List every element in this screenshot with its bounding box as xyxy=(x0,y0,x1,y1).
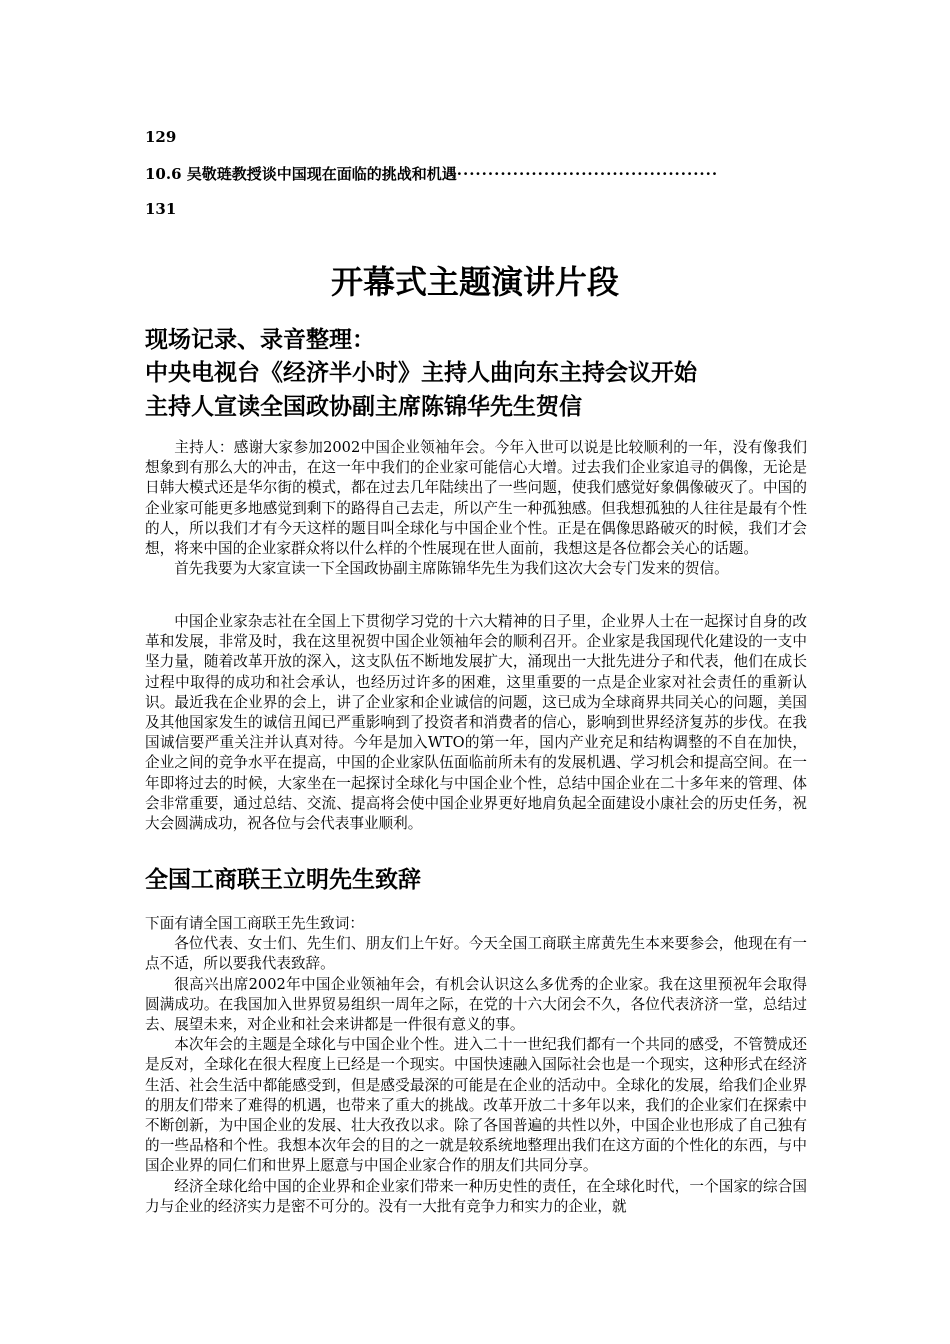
paragraph: 主持人：感谢大家参加2002中国企业领袖年会。今年入世可以说是比较顺利的一年，没有像我们想象到有那么大的冲击，在这一年中我们的企业家可能信心大增。过去我们企业家追寻的偶像，无论是日韩大模式还是华尔街的模式，都在过去几年陆续出了一些问题，使我们感觉好象偶像破灭了。中国的企业家可能更多地感觉到剩下的路得自己去走，所以产生一种孤独感。但我想孤独的人往往是最有个性的人，所以我们才有今天这样的题目叫全球化与中国企业个性。正是在偶像思路破灭的时候，我们才会想，将来中国的企业家群众将以什么样的个性展现在世人面前，我想这是各位都会关心的话题。 xyxy=(145,439,807,558)
paragraph: 很高兴出席2002年中国企业领袖年会，有机会认识这么多优秀的企业家。我在这里预祝年会取得圆满成功。在我国加入世界贸易组织一周年之际，在党的十六大闭会不久，各位代表济济一堂，总结过去、展望未来，对企业和社会来讲都是一件很有意义的事。 xyxy=(145,975,807,1034)
section-title: 开幕式主题演讲片段 xyxy=(330,263,619,301)
paragraph: 中国企业家杂志社在全国上下贯彻学习党的十六大精神的日子里，企业界人士在一起探讨自身的改革和发展，非常及时，我在这里祝贺中国企业领袖年会的顺利召开。企业家是我国现代化建设的一支中坚力量，随着改革开放的深入，这支队伍不断地发展扩大，涌现出一大批先进分子和代表，他们在成长过程中取得的成功和社会承认，也经历过许多的困难，这里重要的一点是企业家对社会责任的重新认识。最近我在企业界的会上，讲了企业家和企业诚信的问题，这已成为全球商界共同关心的问题，美国及其他国家发生的诚信丑闻已严重影响到了投资者和消费者的信心，影响到世界经济复苏的步伐。在我国诚信要严重关注并认真对待。今年是加入WTO的第一年，国内产业充足和结构调整的不自在加快，企业之间的竞争水平在提高，中国的企业家队伍面临前所未有的发展机遇、学习机会和提高空间。在一年即将过去的时候，大家坐在一起探讨全球化与中国企业个性，总结中国企业在二十多年来的管理、体会非常重要，通过总结、交流、提高将会使中国企业界更好地肩负起全面建设小康社会的历史任务，祝大会圆满成功，祝各位与会代表事业顺利。 xyxy=(145,613,807,833)
host-speech xyxy=(145,438,807,579)
wang-speech xyxy=(145,914,807,1217)
toc-entry[interactable] xyxy=(145,164,805,184)
paragraph: 首先我要为大家宣读一下全国政协副主席陈锦华先生为我们这次大会专门发来的贺信。 xyxy=(174,560,729,578)
toc-page-number: 129 xyxy=(145,128,177,146)
toc-entry-text: 10.6 吴敬琏教授谈中国现在面临的挑战和机遇 xyxy=(145,165,457,183)
heading-host: 中央电视台《经济半小时》主持人曲向东主持会议开始 xyxy=(145,360,697,386)
paragraph: 下面有请全国工商联王先生致词： xyxy=(145,915,364,932)
heading-letter: 主持人宣读全国政协副主席陈锦华先生贺信 xyxy=(145,394,582,420)
congratulation-letter xyxy=(145,612,807,834)
paragraph: 各位代表、女士们、先生们、朋友们上午好。今天全国工商联主席黄先生本来要参会，他现在有一点不适，所以要我代表致辞。 xyxy=(145,935,807,973)
heading-wang: 全国工商联王立明先生致辞 xyxy=(145,867,421,893)
paragraph: 经济全球化给中国的企业界和企业家们带来一种历史性的责任，在全球化时代，一个国家的综合国力与企业的经济实力是密不可分的。没有一大批有竞争力和实力的企业，就 xyxy=(145,1177,807,1215)
toc-entry-page-number: 131 xyxy=(145,200,177,218)
toc-entry-leader: ·········································· xyxy=(456,165,719,183)
heading-record: 现场记录、录音整理： xyxy=(145,327,375,353)
paragraph: 本次年会的主题是全球化与中国企业个性。进入二十一世纪我们都有一个共同的感受，不管赞成还是反对，全球化在很大程度上已经是一个现实。中国快速融入国际社会也是一个现实，这种形式在经济生活、社会生活中都能感受到，但是感受最深的可能是在企业的活动中。全球化的发展，给我们企业界的朋友们带来了难得的机遇，也带来了重大的挑战。改革开放二十多年以来，我们的企业家们在探索中不断创新，为中国企业的发展、壮大孜孜以求。除了各国普遍的共性以外，中国企业也形成了自己独有的一些品格和个性。我想本次年会的目的之一就是较系统地整理出我们在这方面的个性化的东西，与中国企业界的同仁们和世界上愿意与中国企业家合作的朋友们共同分享。 xyxy=(145,1036,807,1175)
